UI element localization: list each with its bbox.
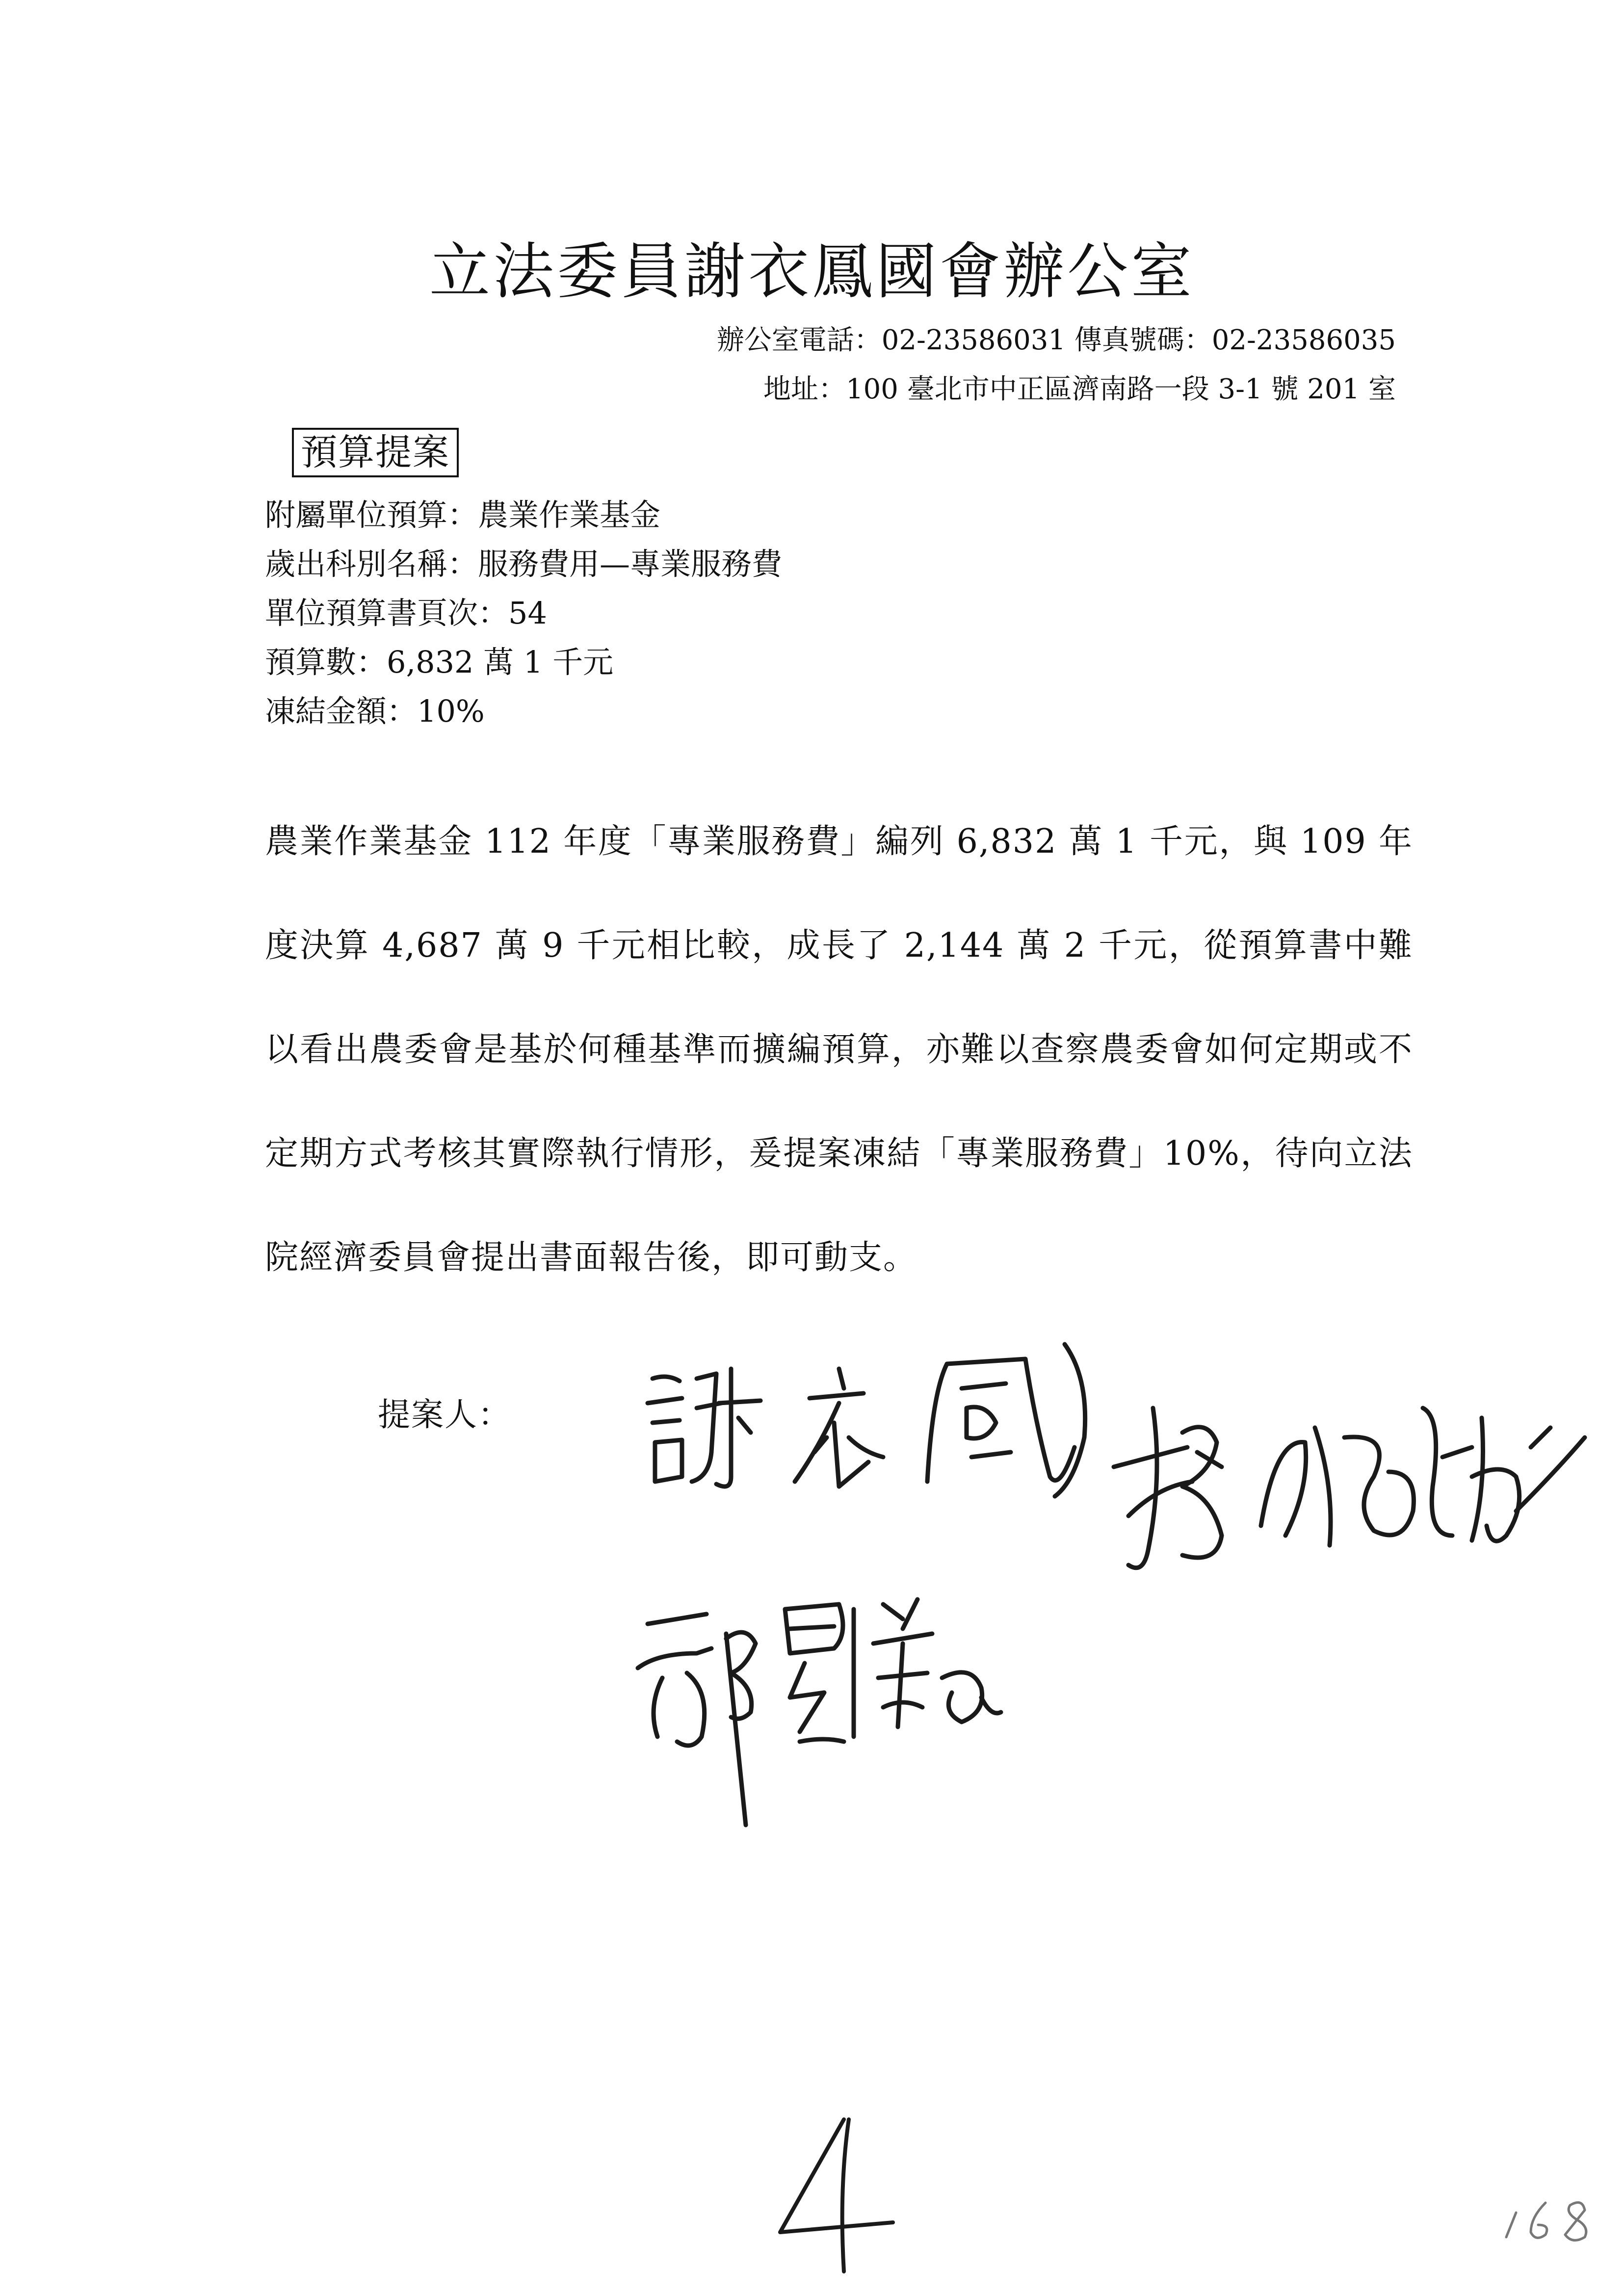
proposer-label: 提案人： <box>378 1396 511 1434</box>
office-phone-fax: 辦公室電話：02-23586031 傳真號碼：02-23586035 <box>716 324 1396 356</box>
handwritten-signature-3 <box>628 1580 1021 1835</box>
proposal-details <box>265 491 782 736</box>
detail-budget-amount: 預算數：6,832 萬 1 千元 <box>265 644 614 680</box>
proposal-body-text: 農業作業基金 112 年度「專業服務費」編列 6,832 萬 1 千元，與 109 年度決算 4,687 萬 9 千元相比較，成長了 2,144 萬 2 千元，從預算書中難以看出農委會是基於何種基準而擴編預算，亦難以查察農委會如何定期或不定期方式考核其實際執行情形，爰提案凍結「專業服務費」10%，待向立法院經濟委員會提出書面報告後，即可動支。 <box>265 822 1413 1277</box>
detail-attached-unit-budget: 附屬單位預算：農業作業基金 <box>265 497 661 533</box>
proposal-body <box>265 790 1413 1310</box>
budget-proposal-badge: 預算提案 <box>292 428 459 477</box>
handwritten-signature-1 <box>633 1334 1099 1511</box>
detail-budget-page: 單位預算書頁次：54 <box>265 595 547 631</box>
office-address: 地址：100 臺北市中正區濟南路一段 3-1 號 201 室 <box>763 373 1396 405</box>
handwritten-page-number <box>765 2110 903 2276</box>
handwritten-folio-number <box>1492 2193 1604 2247</box>
detail-expenditure-item: 歲出科別名稱：服務費用—專業服務費 <box>265 546 783 582</box>
office-title: 立法委員謝衣鳳國會辦公室 <box>429 236 1195 307</box>
handwritten-signature-2 <box>1099 1388 1595 1594</box>
detail-freeze-amount: 凍結金額：10% <box>265 693 485 729</box>
